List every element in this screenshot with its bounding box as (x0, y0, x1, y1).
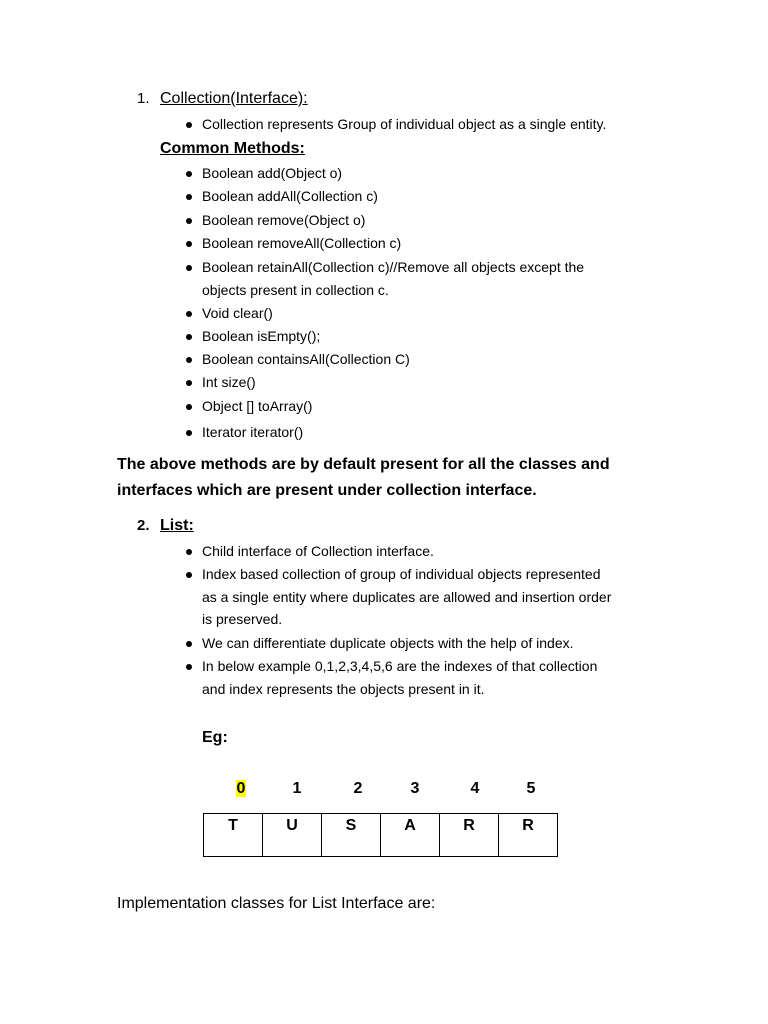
list-item-continuation: is preserved. (202, 611, 283, 627)
bullet-icon (186, 549, 192, 555)
index-label: 1 (292, 780, 302, 797)
list-item-continuation: as a single entity where duplicates are allowed and insertion order (202, 589, 612, 605)
index-label (211, 780, 271, 798)
bullet-icon (186, 430, 192, 436)
table-row (204, 814, 558, 857)
list-item-continuation: and index represents the objects present in it. (202, 681, 485, 697)
array-cell (381, 814, 440, 857)
section1-number: 1. (137, 90, 150, 107)
array-cell (322, 814, 381, 857)
section1-description: Collection represents Group of individual object as a single entity. (202, 116, 607, 132)
list-item: Index based collection of group of individual objects represented (202, 566, 601, 582)
method-item: Boolean remove(Object o) (202, 212, 366, 228)
index-label: 4 (470, 780, 480, 797)
list-item: In below example 0,1,2,3,4,5,6 are the indexes of that collection (202, 658, 598, 674)
method-item: Boolean isEmpty(); (202, 328, 321, 344)
method-item-continuation: objects present in collection c. (202, 282, 389, 298)
method-item: Boolean addAll(Collection c) (202, 188, 378, 204)
bullet-icon (186, 380, 192, 386)
method-item: Iterator iterator() (202, 424, 304, 440)
section1-title: Collection(Interface): (160, 90, 308, 107)
bullet-icon (186, 171, 192, 177)
index-highlight: 0 (236, 780, 246, 797)
method-item: Boolean retainAll(Collection c)//Remove all objects except the (202, 259, 585, 275)
method-item: Boolean removeAll(Collection c) (202, 235, 402, 251)
bullet-icon (186, 311, 192, 317)
array-cell (499, 814, 558, 857)
list-item: Child interface of Collection interface. (202, 543, 434, 559)
bullet-icon (186, 334, 192, 340)
array-cell-value: R (522, 817, 534, 834)
array-cell (440, 814, 499, 857)
array-cell-value: S (345, 817, 357, 834)
array-cell-value: T (228, 817, 238, 834)
array-cell-value: R (463, 817, 475, 834)
bullet-icon (186, 357, 192, 363)
implementation-classes-text: Implementation classes for List Interface are: (117, 895, 436, 912)
summary-line: interfaces which are present under collection interface. (117, 482, 537, 499)
array-cell (263, 814, 322, 857)
bullet-icon (186, 641, 192, 647)
bullet-icon (186, 265, 192, 271)
bullet-icon (186, 194, 192, 200)
method-item: Int size() (202, 374, 256, 390)
section2-title: List: (160, 517, 194, 534)
bullet-icon (186, 122, 192, 128)
method-item: Void clear() (202, 305, 273, 321)
method-item: Object [] toArray() (202, 398, 313, 414)
summary-line: The above methods are by default present for all the classes and (117, 456, 610, 473)
array-cell (204, 814, 263, 857)
common-methods-heading: Common Methods: (160, 140, 305, 157)
array-cell-value: U (286, 817, 298, 834)
section2-number: 2. (137, 517, 150, 534)
bullet-icon (186, 664, 192, 670)
index-label: 3 (410, 780, 420, 797)
bullet-icon (186, 218, 192, 224)
list-item: We can differentiate duplicate objects with the help of index. (202, 635, 574, 651)
bullet-icon (186, 572, 192, 578)
index-label: 5 (526, 780, 536, 797)
example-array-table (203, 813, 558, 857)
method-item: Boolean add(Object o) (202, 165, 343, 181)
method-item: Boolean containsAll(Collection C) (202, 351, 410, 367)
index-label: 2 (353, 780, 363, 797)
bullet-icon (186, 404, 192, 410)
bullet-icon (186, 241, 192, 247)
example-label: Eg: (202, 729, 228, 746)
array-cell-value: A (404, 817, 416, 834)
